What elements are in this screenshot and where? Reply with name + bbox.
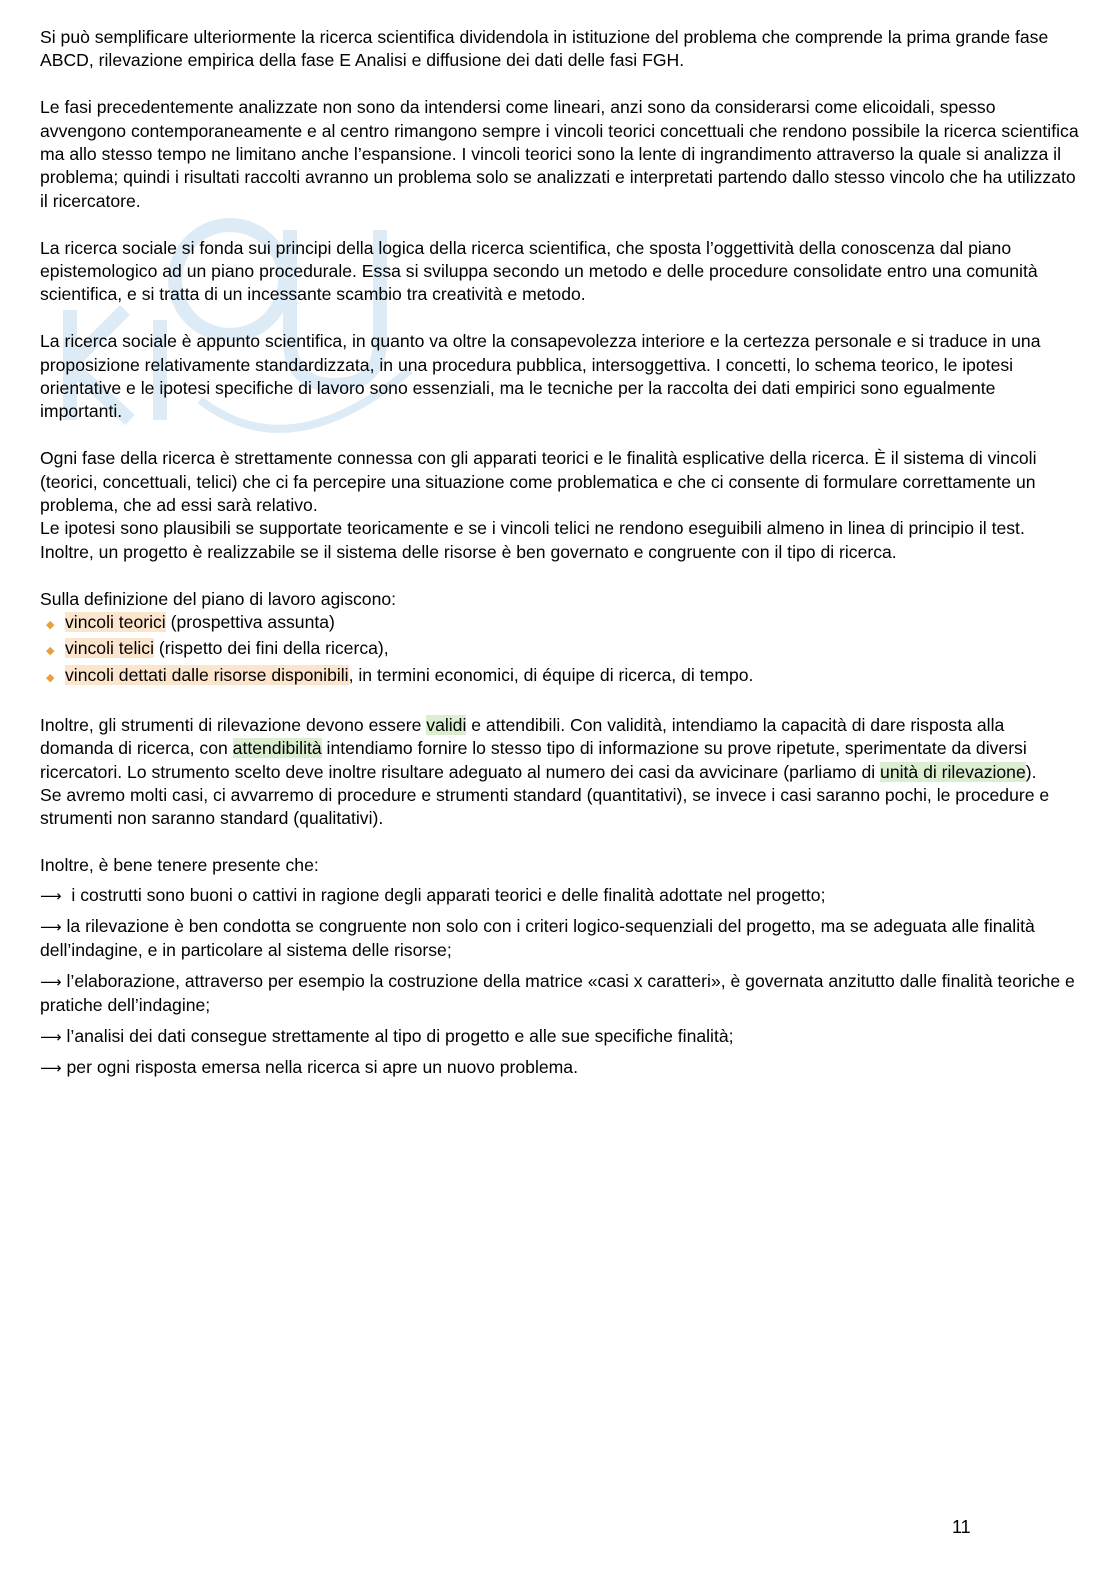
paragraph-2: Le fasi precedentemente analizzate non sono da intendersi come lineari, anzi sono da considerarsi come elicoidali, spesso avvengono contemporaneamente e al centro rimangono sempre i vincoli teorici concettuali che rendono possibile la ricerca scientifica ma allo stesso tempo ne limitano anche l’espansione. I vincoli teorici sono la lente di ingrandimento attraverso la quale si analizza il problema; quindi i risultati raccolti avranno un problema solo se analizzati e interpretati partendo dallo stesso vincolo che ha utilizzato il ricercatore. — [40, 97, 1079, 211]
text-run: Inoltre, gli strumenti di rilevazione devono essere — [40, 714, 427, 735]
constraints-list — [40, 611, 1080, 690]
arrow-right-icon: ⟶ — [40, 917, 62, 936]
arrow-item-text: la rilevazione è ben condotta se congruente non solo con i criteri logico-sequenziali del progetto, ma se adeguata alle finalità dell’indagine, e in particolare al sistema delle risorse; — [40, 915, 1035, 961]
highlighted-term: attendibilità — [232, 738, 322, 759]
arrow-item-text: per ogni risposta emersa nella ricerca si apre un nuovo problema. — [66, 1056, 578, 1077]
arrow-item — [40, 970, 1080, 1018]
arrow-item — [40, 884, 1080, 908]
paragraph-8 — [40, 714, 1080, 784]
arrow-item — [40, 1025, 1080, 1049]
paragraph-5: Ogni fase della ricerca è strettamente connessa con gli apparati teorici e le finalità esplicative della ricerca. È il sistema di vincoli (teorici, concettuali, telici) che ci fa percepire una situazione come problematica e che ci consente di formulare correttamente un problema, che ad essi sarà relativo. — [40, 448, 1037, 516]
text-run: e attendibili. Con validità, intendiamo la capacità di dare risposta alla domanda di ricerca, con — [40, 714, 1005, 759]
list-item — [40, 664, 1080, 690]
text-run: ). — [1025, 761, 1037, 782]
highlighted-term: unità di rilevazione — [880, 761, 1026, 782]
highlighted-term: vincoli teorici — [65, 612, 166, 633]
paragraph-7: Sulla definizione del piano di lavoro agiscono: — [40, 588, 397, 609]
list-item-text: (rispetto dei fini della ricerca), — [153, 638, 389, 659]
paragraph-1: Si può semplificare ulteriormente la ricerca scientifica dividendola in istituzione del problema che comprende la prima grande fase ABCD, rilevazione empirica della fase E Analisi e diffusione dei dati delle fasi FGH. — [40, 27, 1049, 71]
paragraph-10: Inoltre, è bene tenere presente che: — [40, 855, 319, 876]
highlighted-term: vincoli dettati dalle risorse disponibili — [65, 664, 349, 685]
list-item-text: (prospettiva assunta) — [165, 612, 335, 633]
document-page — [40, 26, 1080, 1087]
diamond-bullet-icon: ◆ — [46, 645, 55, 658]
paragraph-3: La ricerca sociale si fonda sui principi della logica della ricerca scientifica, che sposta l’oggettività della conoscenza dal piano epistemologico ad un piano procedurale. Essa si sviluppa secondo un metodo e delle procedure consolidate entro una comunità scientifica, e si tratta di un incessante scambio tra creatività e metodo. — [40, 237, 1038, 305]
highlighted-term: validi — [426, 714, 467, 735]
arrow-item — [40, 1056, 1080, 1080]
paragraph-9: Se avremo molti casi, ci avvarremo di procedure e strumenti standard (quantitativi), se invece i casi saranno pochi, le procedure e strumenti non saranno standard (qualitativi). — [40, 784, 1050, 829]
arrow-right-icon: ⟶ — [40, 886, 62, 905]
list-item-text: , in termini economici, di équipe di ricerca, di tempo. — [348, 664, 754, 685]
arrow-item-text: i costrutti sono buoni o cattivi in ragione degli apparati teorici e delle finalità adottate nel progetto; — [66, 884, 826, 905]
list-item — [40, 611, 1080, 637]
arrow-right-icon: ⟶ — [40, 972, 62, 991]
paragraph-6: Le ipotesi sono plausibili se supportate teoricamente e se i vincoli telici ne rendono eseguibili almeno in linea di principio il test. Inoltre, un progetto è realizzabile se il sistema delle risorse è ben governato e congruente con il tipo di ricerca. — [40, 518, 1025, 562]
page-number: 11 — [952, 1517, 971, 1537]
text-run: intendiamo fornire lo stesso tipo di informazione su prove ripetute, sperimentate da diversi ricercatori. Lo strumento scelto deve inoltre risultare adeguato al numero dei casi da avvicinare (parliamo di — [40, 738, 1027, 782]
paragraph-4: La ricerca sociale è appunto scientifica, in quanto va oltre la consapevolezza interiore e la certezza personale e si traduce in una proposizione relativamente standardizzata, in una procedura pubblica, intersoggettiva. I concetti, lo schema teorico, le ipotesi orientative e le ipotesi specifiche di lavoro sono essenziali, ma le tecniche per la raccolta dei dati empirici sono egualmente importanti. — [40, 331, 1041, 422]
arrow-item-text: l’elaborazione, attraverso per esempio la costruzione della matrice «casi x caratteri», è governata anzitutto dalle finalità teoriche e pratiche dell’indagine; — [40, 970, 1075, 1016]
list-item — [40, 637, 1080, 663]
highlighted-term: vincoli telici — [65, 638, 154, 659]
diamond-bullet-icon: ◆ — [46, 671, 55, 684]
diamond-bullet-icon: ◆ — [46, 619, 55, 632]
arrow-item — [40, 915, 1080, 963]
arrow-right-icon: ⟶ — [40, 1058, 62, 1077]
arrow-item-text: l’analisi dei dati consegue strettamente al tipo di progetto e alle sue specifiche finalità; — [66, 1025, 734, 1046]
arrow-right-icon: ⟶ — [40, 1027, 62, 1046]
